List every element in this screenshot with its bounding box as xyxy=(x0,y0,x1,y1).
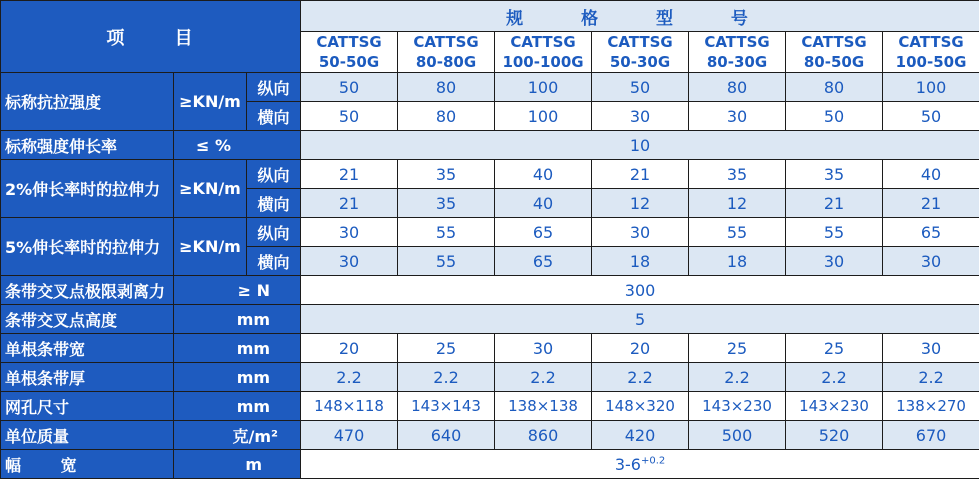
direction-label: 纵向 xyxy=(247,73,301,102)
row-label: 单位质量 xyxy=(1,421,174,450)
table-cell: 50 xyxy=(592,73,689,102)
direction-label: 横向 xyxy=(247,102,301,131)
table-cell: 670 xyxy=(883,421,979,450)
row-unit: mm xyxy=(174,392,301,421)
table-cell: 143×143 xyxy=(398,392,495,421)
table-cell: 300 xyxy=(301,276,979,305)
table-cell: 21 xyxy=(301,160,398,189)
table-cell: 40 xyxy=(495,160,592,189)
table-cell: 55 xyxy=(398,247,495,276)
row-label: 条带交叉点极限剥离力 xyxy=(1,276,174,305)
model-header: CATTSG 50-50G xyxy=(301,32,398,73)
table-cell: 50 xyxy=(883,102,979,131)
table-cell: 50 xyxy=(786,102,883,131)
table-cell: 30 xyxy=(592,218,689,247)
table-cell: 10 xyxy=(301,131,979,160)
table-cell: 65 xyxy=(883,218,979,247)
row-label: 网孔尺寸 xyxy=(1,392,174,421)
table-cell: 138×138 xyxy=(495,392,592,421)
row-unit: ≤ % xyxy=(174,131,301,160)
table-cell: 2.2 xyxy=(786,363,883,392)
direction-label: 纵向 xyxy=(247,218,301,247)
table-cell: 520 xyxy=(786,421,883,450)
model-header: CATTSG 80-50G xyxy=(786,32,883,73)
table-cell: 25 xyxy=(398,334,495,363)
table-cell: 55 xyxy=(398,218,495,247)
row-label: 5%伸长率时的拉伸力 xyxy=(1,218,174,276)
table-cell: 65 xyxy=(495,247,592,276)
table-cell: 500 xyxy=(689,421,786,450)
table-cell: 50 xyxy=(301,102,398,131)
item-header: 项 目 xyxy=(1,1,301,73)
direction-label: 纵向 xyxy=(247,160,301,189)
table-cell: 80 xyxy=(398,102,495,131)
row-label: 标称强度伸长率 xyxy=(1,131,174,160)
table-cell: 30 xyxy=(301,218,398,247)
row-unit: mm xyxy=(174,334,301,363)
table-cell: 30 xyxy=(786,247,883,276)
table-cell: 30 xyxy=(883,334,979,363)
table-cell: 35 xyxy=(689,160,786,189)
table-cell: 2.2 xyxy=(689,363,786,392)
table-cell: 2.2 xyxy=(301,363,398,392)
table-cell: 100 xyxy=(883,73,979,102)
table-cell: 2.2 xyxy=(495,363,592,392)
table-cell: 2.2 xyxy=(398,363,495,392)
table-cell: 100 xyxy=(495,102,592,131)
table-cell: 80 xyxy=(786,73,883,102)
row-unit: mm xyxy=(174,363,301,392)
table-cell: 30 xyxy=(301,247,398,276)
table-cell: 25 xyxy=(786,334,883,363)
table-cell: 55 xyxy=(786,218,883,247)
table-cell: 18 xyxy=(592,247,689,276)
row-label: 单根条带宽 xyxy=(1,334,174,363)
model-header: CATTSG 50-30G xyxy=(592,32,689,73)
row-unit: m xyxy=(174,450,301,479)
row-label: 标称抗拉强度 xyxy=(1,73,174,131)
row-unit: 克/m² xyxy=(174,421,301,450)
table-cell: 100 xyxy=(495,73,592,102)
table-cell: 420 xyxy=(592,421,689,450)
table-cell: 30 xyxy=(495,334,592,363)
model-header: CATTSG 80-30G xyxy=(689,32,786,73)
table-cell: 80 xyxy=(689,73,786,102)
direction-label: 横向 xyxy=(247,189,301,218)
table-cell: 148×320 xyxy=(592,392,689,421)
table-cell: 143×230 xyxy=(689,392,786,421)
table-cell: 12 xyxy=(592,189,689,218)
table-cell: 30 xyxy=(689,102,786,131)
spec-model-title: 规 格 型 号 xyxy=(301,1,979,32)
model-header: CATTSG 100-100G xyxy=(495,32,592,73)
table-cell: 470 xyxy=(301,421,398,450)
table-cell: 20 xyxy=(301,334,398,363)
table-cell: $3-6^{+0.2}$ xyxy=(301,450,979,479)
table-cell: 640 xyxy=(398,421,495,450)
table-cell: 40 xyxy=(495,189,592,218)
table-cell: 12 xyxy=(689,189,786,218)
direction-label: 横向 xyxy=(247,247,301,276)
table-cell: 35 xyxy=(398,160,495,189)
model-header: CATTSG 80-80G xyxy=(398,32,495,73)
table-cell: 35 xyxy=(786,160,883,189)
row-label: 幅 宽 xyxy=(1,450,174,479)
table-cell: 35 xyxy=(398,189,495,218)
model-header: CATTSG 100-50G xyxy=(883,32,979,73)
table-cell: 21 xyxy=(883,189,979,218)
table-cell: 143×230 xyxy=(786,392,883,421)
table-cell: 21 xyxy=(786,189,883,218)
table-cell: 65 xyxy=(495,218,592,247)
row-unit: mm xyxy=(174,305,301,334)
table-cell: 80 xyxy=(398,73,495,102)
table-cell: 5 xyxy=(301,305,979,334)
row-unit: ≥ N xyxy=(174,276,301,305)
table-cell: 21 xyxy=(592,160,689,189)
row-unit: ≥KN/m xyxy=(174,218,247,276)
table-cell: 2.2 xyxy=(883,363,979,392)
table-cell: 30 xyxy=(592,102,689,131)
row-label: 单根条带厚 xyxy=(1,363,174,392)
table-cell: 40 xyxy=(883,160,979,189)
row-unit: ≥KN/m xyxy=(174,160,247,218)
table-cell: 18 xyxy=(689,247,786,276)
table-cell: 25 xyxy=(689,334,786,363)
table-cell: 30 xyxy=(883,247,979,276)
table-cell: 138×270 xyxy=(883,392,979,421)
table-cell: 20 xyxy=(592,334,689,363)
table-cell: 2.2 xyxy=(592,363,689,392)
table-cell: 55 xyxy=(689,218,786,247)
table-cell: 148×118 xyxy=(301,392,398,421)
row-unit: ≥KN/m xyxy=(174,73,247,131)
table-cell: 50 xyxy=(301,73,398,102)
table-cell: 860 xyxy=(495,421,592,450)
row-label: 条带交叉点高度 xyxy=(1,305,174,334)
table-cell: 21 xyxy=(301,189,398,218)
row-label: 2%伸长率时的拉伸力 xyxy=(1,160,174,218)
